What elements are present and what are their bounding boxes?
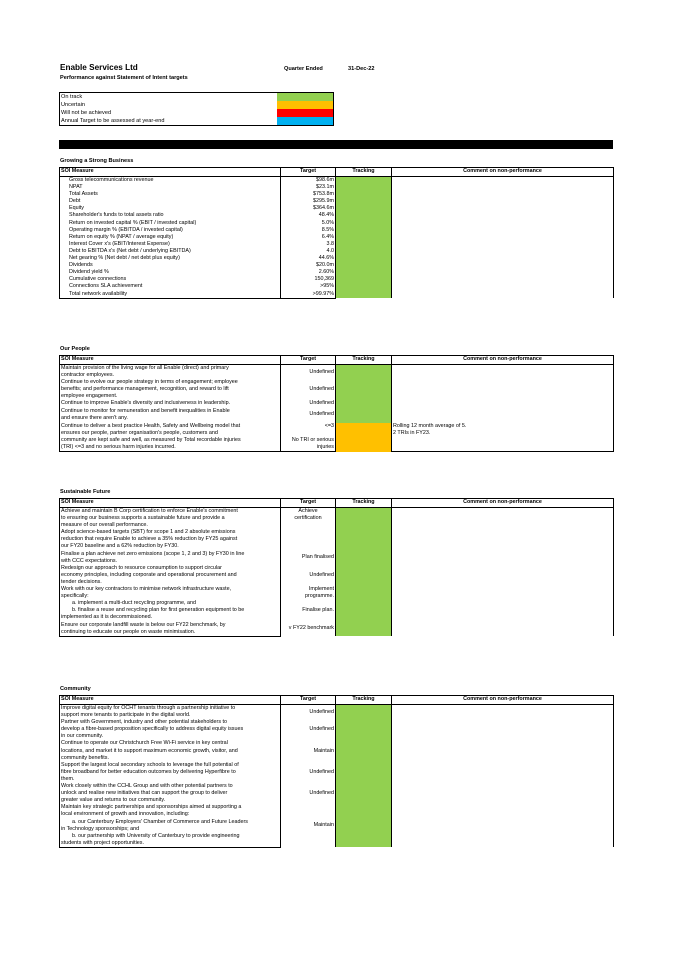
col-tracking: Tracking [336, 499, 392, 508]
col-tracking: Tracking [336, 696, 392, 705]
measure-line: develop a fibre-based proposition specifically to address digital equity issues [60, 726, 281, 733]
legend-row [60, 109, 334, 117]
legend-label: On track [61, 94, 83, 100]
measure-line: Support the largest local secondary schools to leverage the full potential of [60, 762, 281, 769]
col-target: Target [281, 499, 336, 508]
table-header [60, 356, 614, 365]
comment-cell [392, 705, 614, 848]
measure-cell: Total Assets [60, 191, 281, 198]
growing-table [59, 167, 614, 299]
measure-line: Continue to improve Enable's diversity and inclusiveness in leadership. [60, 400, 281, 407]
measure-line: them. [60, 776, 281, 783]
table-row [60, 705, 614, 713]
measure-line: locations, and market it to support maximum economic growth, visitor, and [60, 748, 281, 755]
comment-cell [392, 177, 614, 299]
table-header [60, 499, 614, 508]
legend-row [60, 93, 334, 102]
measure-line: (TRI) <=3 and no serious harm injuries incurred. [60, 444, 281, 452]
company-title: Enable Services Ltd [60, 63, 138, 72]
target-line [281, 430, 336, 437]
col-comment: Comment on non-performance [392, 356, 614, 365]
measure-line: contractor employees. [60, 372, 281, 379]
target-cell: 4.0 [281, 248, 336, 255]
measure-cell: Dividends [60, 262, 281, 269]
legend-swatch-year-end [277, 117, 334, 126]
table-row [60, 365, 614, 373]
col-measure: SOI Measure [60, 356, 281, 365]
target-cell: 44.6% [281, 255, 336, 262]
col-measure: SOI Measure [60, 168, 281, 177]
measure-cell: Cumulative connections [60, 276, 281, 283]
comment-cell [392, 508, 614, 637]
legend-label: Annual Target to be assessed at year-end [61, 118, 165, 124]
tracking-cell-uncertain [336, 423, 392, 452]
target-cell [281, 529, 336, 550]
measure-line: a. our Canterbury Employers' Chamber of Commerce and Future Leaders [60, 819, 281, 826]
target-line: <=3 [281, 423, 336, 430]
target-cell: Maintain [281, 804, 336, 847]
target-cell: Undefined [281, 719, 336, 740]
measure-cell: Return on equity % (NPAT / average equity) [60, 234, 281, 241]
measure-line: b. finalise a reuse and recycling plan for first generation equipment to be [60, 607, 281, 614]
legend-row [60, 117, 334, 126]
measure-cell: Gross telecommunications revenue [60, 177, 281, 185]
measure-cell: Total network availability [60, 291, 281, 299]
comment-line [392, 444, 614, 452]
table-header [60, 696, 614, 705]
measure-line: in Technology sponsorships; and [60, 826, 281, 833]
col-comment: Comment on non-performance [392, 168, 614, 177]
measure-cell: Equity [60, 205, 281, 212]
legend-label: Will not be achieved [61, 110, 112, 116]
measure-cell: Connections SLA achievement [60, 283, 281, 290]
measure-cell: NPAT [60, 184, 281, 191]
table-header [60, 168, 614, 177]
measure-line: students with project opportunities. [60, 840, 281, 848]
col-tracking: Tracking [336, 356, 392, 365]
measure-line: economy principles, including corporate and operational procurement and [60, 572, 281, 579]
quarter-date: 31-Dec-22 [348, 66, 375, 72]
target-cell: Undefined [281, 379, 336, 400]
target-cell: Plan finalised [281, 551, 336, 565]
legend-swatch-uncertain [277, 101, 334, 109]
target-cell: Undefined [281, 408, 336, 422]
legend-swatch-not-achieved [277, 109, 334, 117]
target-cell: Undefined [281, 400, 336, 407]
section-title-sustainable: Sustainable Future [60, 489, 111, 495]
measure-line: community are kept safe and well, as measured by Total recordable injuries [60, 437, 281, 444]
target-cell: Undefined [281, 783, 336, 804]
col-measure: SOI Measure [60, 696, 281, 705]
measure-cell: Shareholder's funds to total assets ratio [60, 212, 281, 219]
target-line [281, 600, 336, 607]
target-cell: v FY22 benchmark [281, 622, 336, 637]
status-legend [59, 92, 334, 126]
table-row [60, 508, 614, 516]
target-cell: $295.9m [281, 198, 336, 205]
target-cell: Undefined [281, 365, 336, 380]
target-cell: $753.8m [281, 191, 336, 198]
section-title-growing: Growing a Strong Business [60, 158, 134, 164]
target-cell: $20.0m [281, 262, 336, 269]
col-target: Target [281, 696, 336, 705]
col-measure: SOI Measure [60, 499, 281, 508]
col-tracking: Tracking [336, 168, 392, 177]
legend-label: Uncertain [61, 102, 85, 108]
col-target: Target [281, 356, 336, 365]
target-cell: >99.97% [281, 291, 336, 299]
measure-line: a. implement a multi-duct recycling programme, and [60, 600, 281, 607]
measure-cell: Debt to EBITDA x's (Net debt / underlying EBITDA) [60, 248, 281, 255]
measure-line: Continue to evolve our people strategy in terms of engagement; employee [60, 379, 281, 386]
section-title-community: Community [60, 686, 91, 692]
target-line: injuries [281, 444, 336, 452]
measure-cell: Operating margin % (EBITDA / invested capital) [60, 227, 281, 234]
comment-line [392, 437, 614, 444]
measure-line: Achieve and maintain B Corp certification to enforce Enable's commitment [60, 508, 281, 516]
table-row [60, 423, 614, 430]
section-title-people: Our People [60, 346, 90, 352]
comment-line: Rolling 12 month average of 5. [392, 423, 614, 430]
report-subtitle: Performance against Statement of Intent targets [60, 75, 188, 81]
measure-line: Work closely within the CCHL Group and with other potential partners to [60, 783, 281, 790]
measure-line: in our community. [60, 733, 281, 740]
target-line: Implement [281, 586, 336, 593]
comment-line: 2 TRIs in FY23. [392, 430, 614, 437]
measure-line: Maintain key strategic partnerships and sponsorships aimed at supporting a [60, 804, 281, 811]
measure-line: Adopt science-based targets (SBT) for scope 1 and 2 absolute emissions [60, 529, 281, 536]
measure-line: specifically: [60, 593, 281, 600]
legend-swatch-on-track [277, 93, 334, 102]
measure-line: measure of our overall performance. [60, 522, 281, 529]
tracking-cell-on-track [336, 705, 392, 848]
target-cell: Undefined [281, 705, 336, 720]
measure-cell: Debt [60, 198, 281, 205]
target-cell: 150,369 [281, 276, 336, 283]
measure-line: Ensure our corporate landfill waste is below our FY22 benchmark, by [60, 622, 281, 629]
measure-line: Redesign our approach to resource consumption to support circular [60, 565, 281, 572]
measure-line: implemented as it is decommissioned. [60, 614, 281, 621]
col-comment: Comment on non-performance [392, 696, 614, 705]
quarter-label: Quarter Ended [284, 66, 323, 72]
col-target: Target [281, 168, 336, 177]
target-cell: 6.4% [281, 234, 336, 241]
comment-cell [392, 365, 614, 423]
sustainable-table [59, 498, 614, 637]
target-cell: 48.4% [281, 212, 336, 219]
measure-line: b. our partnership with University of Canterbury to provide engineering [60, 833, 281, 840]
target-cell: 3.8 [281, 241, 336, 248]
target-line [281, 614, 336, 621]
measure-cell: Interest Cover x's (EBIT/Interest Expense) [60, 241, 281, 248]
measure-cell: Net gearing % (Net debt / net debt plus equity) [60, 255, 281, 262]
tracking-cell-on-track [336, 508, 392, 637]
measure-line: support more tenants to participate in the digital world. [60, 712, 281, 719]
measure-line: employee engagement. [60, 393, 281, 400]
col-comment: Comment on non-performance [392, 499, 614, 508]
measure-line: Maintain provision of the living wage for all Enable (direct) and primary [60, 365, 281, 373]
target-cell: Undefined [281, 762, 336, 783]
target-cell: 2.60% [281, 269, 336, 276]
measure-line: Continue to monitor for remuneration and benefit inequalities in Enable [60, 408, 281, 415]
legend-row [60, 101, 334, 109]
target-line [281, 522, 336, 529]
measure-line: benefits; and performance management, recognition, and reward to lift [60, 386, 281, 393]
target-line: certification [281, 515, 336, 522]
measure-line: with CCC expectations. [60, 558, 281, 565]
measure-line: local environment of growth and innovation, including: [60, 811, 281, 818]
measure-cell: Return on invested capital % (EBIT / invested capital) [60, 220, 281, 227]
measure-line: greater value and returns to our community. [60, 797, 281, 804]
measure-line: tender decisions. [60, 579, 281, 586]
measure-line: continuing to educate our people on waste minimisation. [60, 629, 281, 637]
measure-line: ensures our people, partner organisation's people, customers and [60, 430, 281, 437]
measure-line: to ensuring our business supports a sustainable future and provide a [60, 515, 281, 522]
measure-line: Continue to operate our Christchurch Free Wi-Fi service in key central [60, 740, 281, 747]
target-cell: Undefined [281, 565, 336, 586]
measure-line: Work with our key contractors to minimise network infrastructure waste, [60, 586, 281, 593]
people-table [59, 355, 614, 452]
target-cell: $23.1m [281, 184, 336, 191]
target-cell: 5.0% [281, 220, 336, 227]
target-cell: >95% [281, 283, 336, 290]
target-cell: $364.6m [281, 205, 336, 212]
measure-line: unlock and realise new initiatives that can support the group to deliver [60, 790, 281, 797]
measure-line: reduction that require Enable to achieve a 35% reduction by FY25 against [60, 536, 281, 543]
table-row [60, 177, 614, 185]
target-line: No TRI or serious [281, 437, 336, 444]
measure-line: our FY20 baseline and a 62% reduction by FY30. [60, 543, 281, 550]
measure-line: Partner with Government, industry and other potential stakeholders to [60, 719, 281, 726]
measure-line: Finalise a plan achieve net zero emissions (scope 1, 2 and 3) by FY30 in line [60, 551, 281, 558]
target-line: programme. [281, 593, 336, 600]
tracking-cell-on-track [336, 365, 392, 423]
target-cell: Maintain [281, 740, 336, 761]
measure-line: fibre broadband for better education outcomes by delivering Hyperfibre to [60, 769, 281, 776]
target-line: Achieve [281, 508, 336, 516]
community-table [59, 695, 614, 848]
target-cell: 8.5% [281, 227, 336, 234]
target-line: Finalise plan. [281, 607, 336, 614]
target-cell: $98.6m [281, 177, 336, 185]
measure-line: Continue to deliver a best practice Health, Safety and Wellbeing model that [60, 423, 281, 430]
tracking-cell-on-track [336, 177, 392, 299]
measure-line: Improve digital equity for ÖCHT tenants through a partnership initiative to [60, 705, 281, 713]
measure-line: community benefits. [60, 755, 281, 762]
measure-cell: Dividend yield % [60, 269, 281, 276]
measure-line: and ensure there aren't any. [60, 415, 281, 422]
separator-bar [59, 140, 613, 149]
